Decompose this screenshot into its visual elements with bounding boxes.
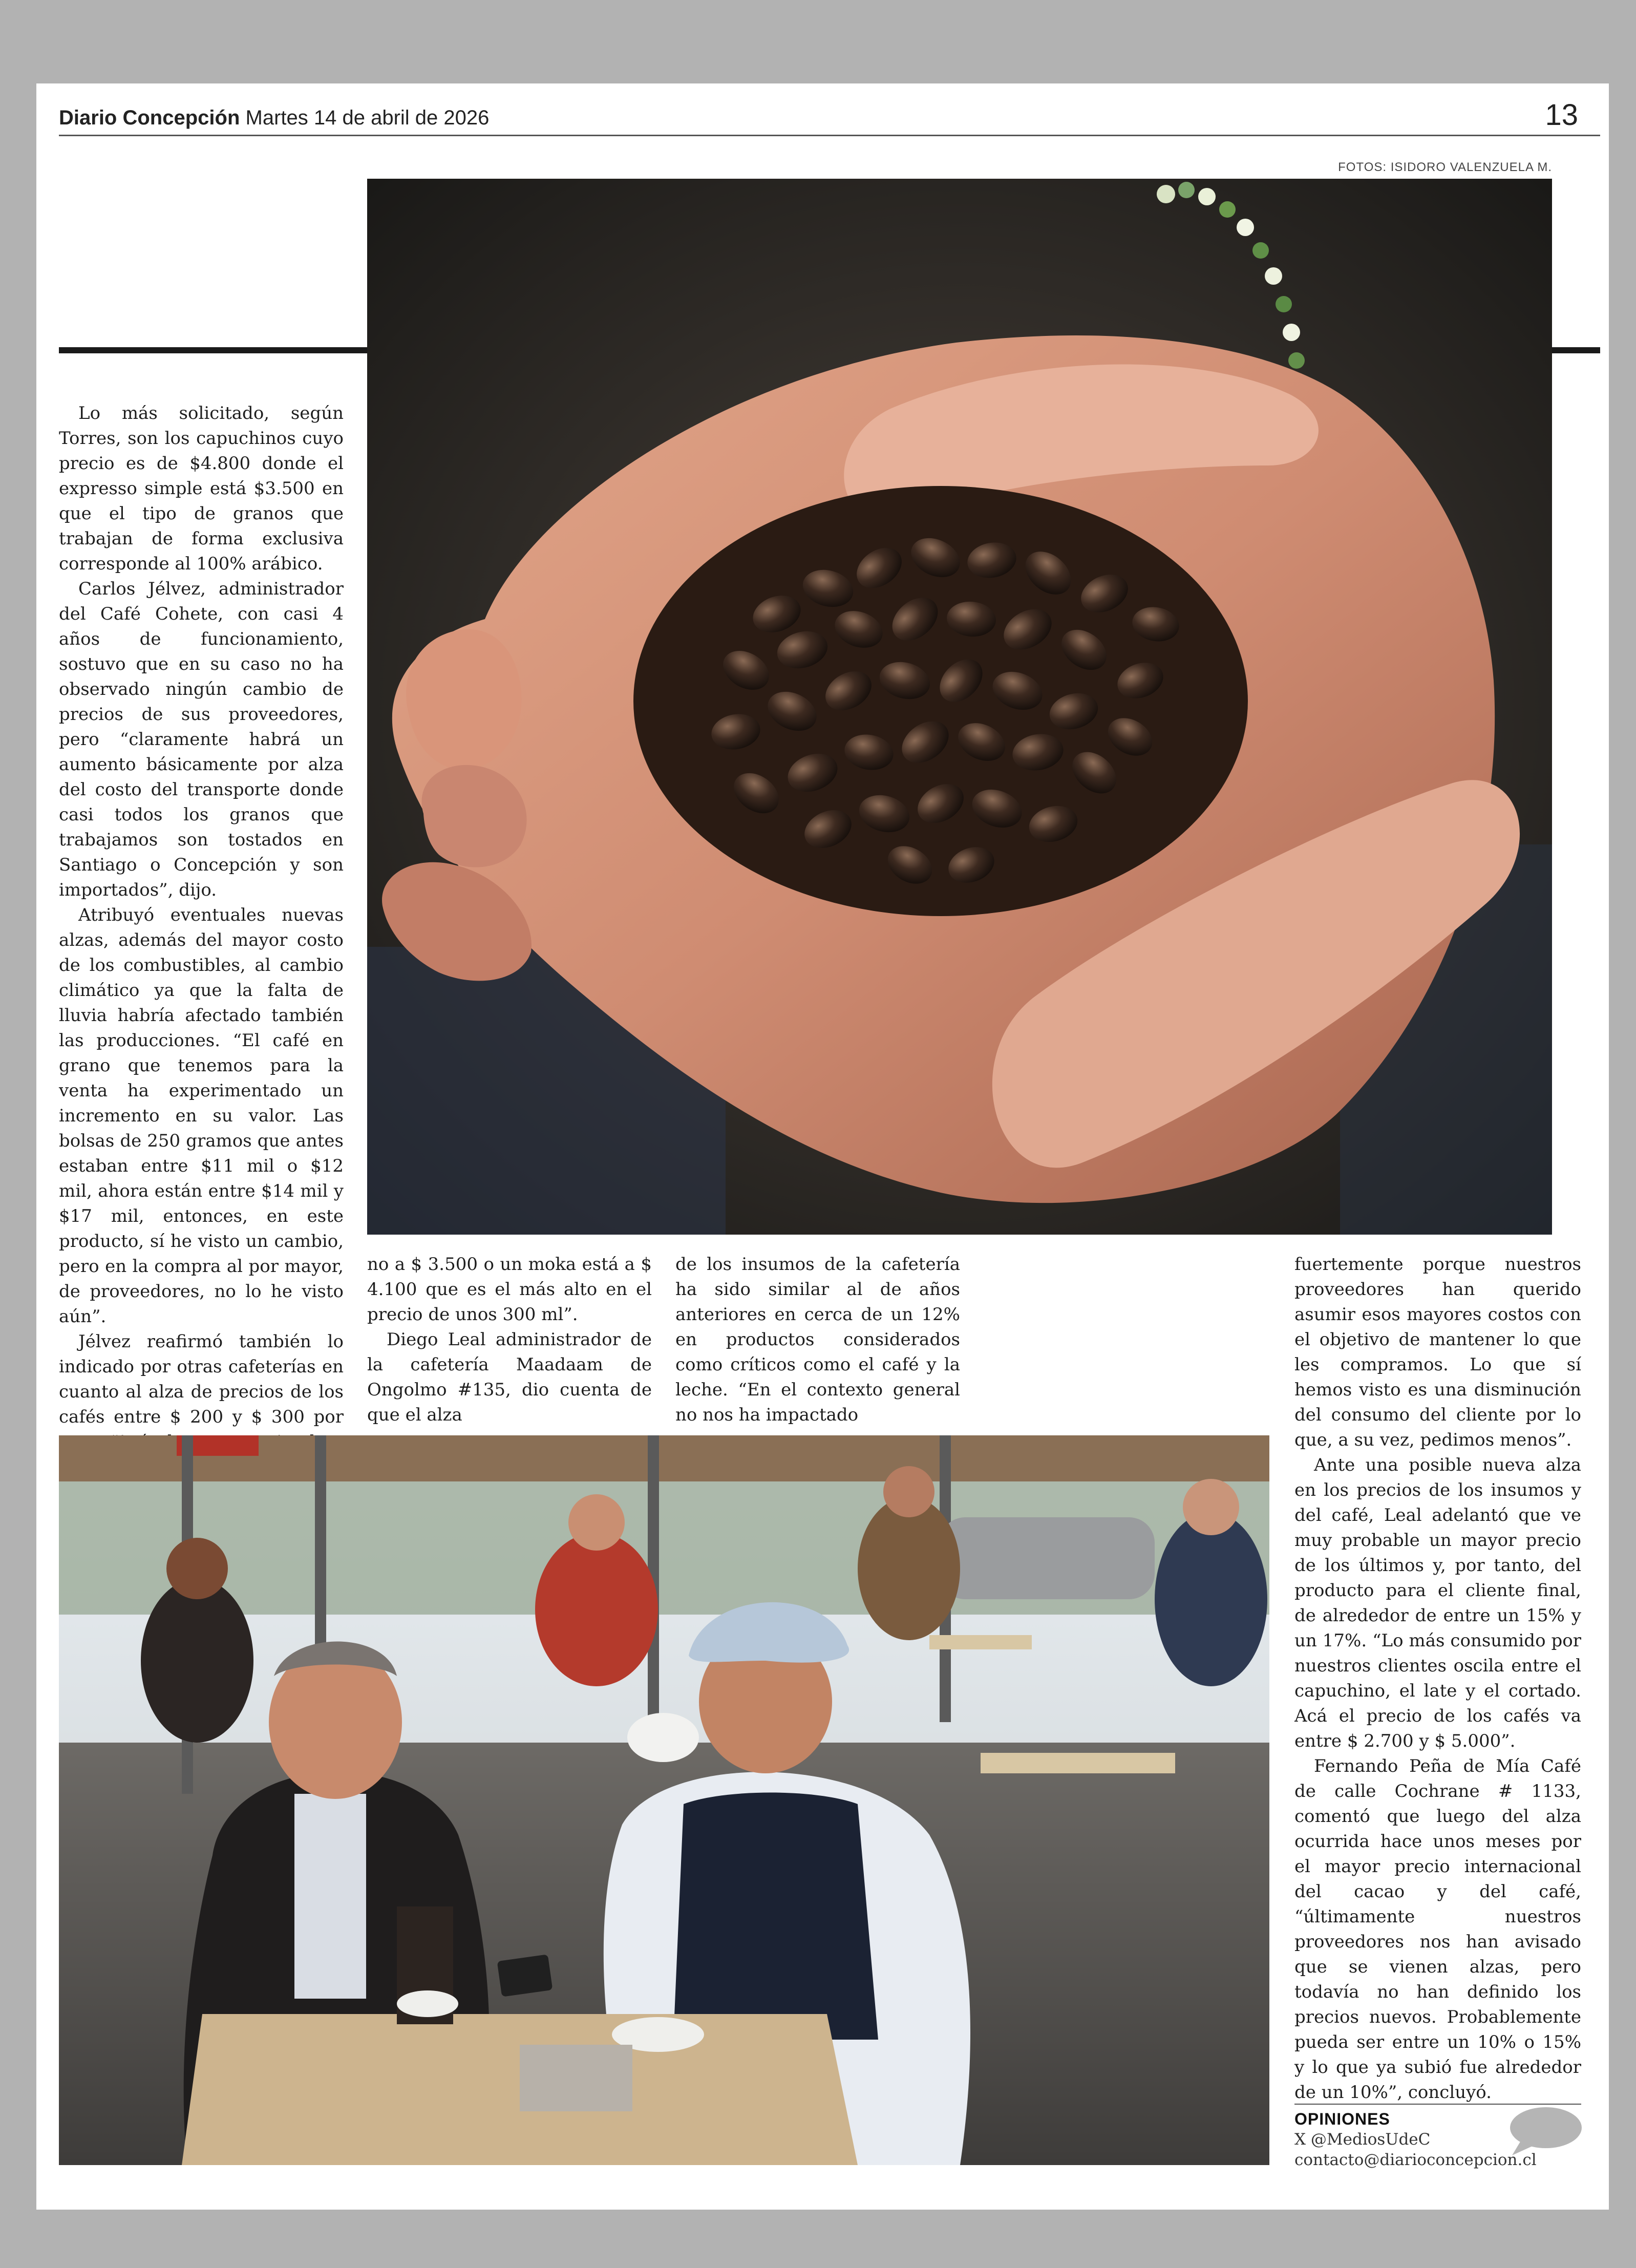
paragraph: Jélvez reafirmó también lo indicado por otras cafeterías en cuanto al alza de precios de los cafés entre $ 200 y $ 300 por xyxy=(59,1331,344,1427)
paragraph: Lo más solicitado, según Torres, son los capuchinos cuyo precio es de $4.800 donde el expresso simple está $3.500 en que el tipo de granos que trabajan de forma exclusiva corresponde al 100% arábico. xyxy=(59,403,344,574)
paragraph: Diego Leal administrador de la cafetería Maadaam de Ongolmo #135, dio cuenta de que el alza xyxy=(367,1329,652,1425)
article-column-middle-1 xyxy=(367,1252,652,1425)
paragraph: Ante una posible nueva alza en los precios de los insumos y del café, Leal adelantó que ve muy probable un mayor precio de los últimos y, por tanto, del producto para el cliente final, de alrededor de entre un 15% y un 17%. “Lo más consumido por nuestros clientes oscila entre el capuchino, el late y el cortado. Acá el precio de los cafés va entre $ 2.700 y $ 5.000”. xyxy=(1294,1455,1581,1751)
paper-name: Diario Concepción xyxy=(59,107,240,129)
contact-email: contacto@diarioconcepcion.cl xyxy=(1294,2151,1537,2169)
paragraph: no a $ 3.500 o un moka está a $ 4.100 que es el más alto en el precio de unos 300 ml”. xyxy=(367,1254,652,1325)
section-rule-right xyxy=(1552,347,1600,353)
paragraph: Atribuyó eventuales nuevas alzas, además del mayor costo de los combustibles, al cambio climático ya que la falta de lluvia habría afectado también las producciones. “El café en grano que tenemos para la venta ha experimentado un incremento en su valor. Las bolsas de 250 gramos que antes estaban entre $11 mil o $12 mil, ahora están entre $14 mil y $17 mil, entonces, en este producto, sí he visto un cambio, pero en la compra al por mayor, de proveedores, no lo he visto aún”. xyxy=(59,905,344,1327)
paragraph: Carlos Jélvez, administrador del Café Cohete, con casi 4 años de funcionamiento, sostuvo que en su caso no ha observado ningún cambio de precios de sus proveedores, pero “claramente habrá un aumento básicamente por alza del costo del transporte donde casi todos los granos que trabajamos son tostados en Santiago o Concepción y son importados”, dijo. xyxy=(59,579,344,900)
page-number: 13 xyxy=(1545,98,1578,132)
speech-bubble-icon xyxy=(1506,2106,1583,2159)
article-column-left xyxy=(59,401,344,1427)
newspaper-page xyxy=(36,83,1609,2210)
paragraph: fuertemente porque nuestros proveedores han querido asumir esos mayores costos con el objetivo de mantener lo que les compramos. Lo que sí hemos visto es una disminución del consumo del cliente por lo que, a su vez, pedimos menos”. xyxy=(1294,1254,1581,1450)
paragraph: Fernando Peña de Mía Café de calle Cochrane # 1133, comentó que luego del alza ocurrida hace unos meses por el mayor precio internacional del cacao y del café, “últimamente nuestros proveedores nos han avisado que se vienen alzas, pero todavía no han definido los precios nuevos. Probablemente pueda ser entre un 10% o 15% y lo que ya subió fue alrededor de un 10%”, concluyó. xyxy=(1294,1756,1581,2103)
photo-credit: FOTOS: ISIDORO VALENZUELA M. xyxy=(1338,160,1552,174)
masthead xyxy=(59,107,489,130)
coffee-beans-photo xyxy=(367,179,1552,1235)
contact-rule xyxy=(1294,2104,1581,2105)
issue-date: Martes 14 de abril de 2026 xyxy=(245,107,490,129)
section-rule-left xyxy=(59,347,371,353)
cafe-terrace-photo xyxy=(59,1435,1269,2165)
paragraph: de los insumos de la cafetería ha sido similar al de años anteriores en cerca de un 12% en productos considerados como críticos como el café y la leche. “En el contexto general no nos ha impactado xyxy=(675,1254,960,1425)
header-rule xyxy=(59,135,1600,136)
contact-title: OPINIONES xyxy=(1294,2110,1390,2128)
article-column-middle-2 xyxy=(675,1252,960,1425)
coffee-cup xyxy=(627,1713,699,1762)
article-column-right xyxy=(1294,1252,1581,2103)
x-handle: X @MediosUdeC xyxy=(1294,2130,1431,2149)
